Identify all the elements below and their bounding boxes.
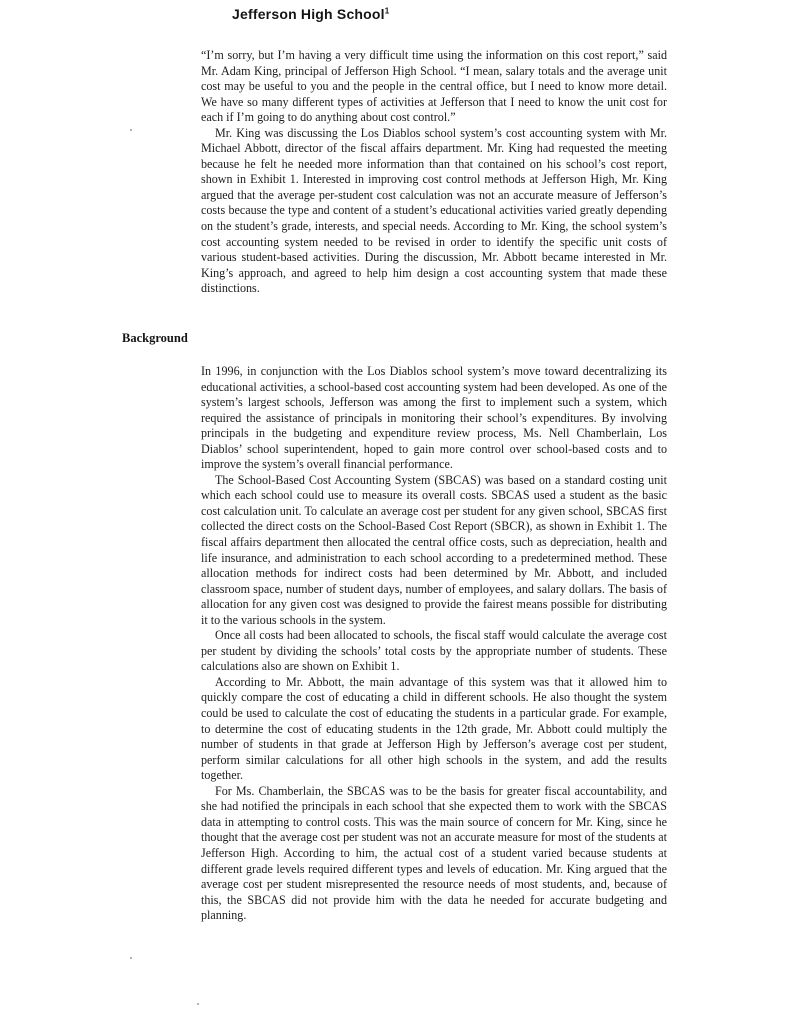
scan-speck	[130, 129, 132, 131]
document-title-text: Jefferson High School	[232, 6, 385, 22]
scan-speck	[197, 1003, 199, 1005]
background-paragraph-4: According to Mr. Abbott, the main advantage of this system was that it allowed him to quickly compare the cost of educating a child in different schools. He also thought the system could be used to calculate the cost of educating the students in a particular grade. For example, to determine the cost of educating students in the 12th grade, Mr. Abbott could multiply the number of students in that grade at Jefferson High by Jefferson’s average cost per student, perform similar calculations for all other high schools in the system, and add the results together.	[201, 674, 667, 783]
document-title	[232, 6, 389, 22]
background-heading: Background	[122, 331, 188, 345]
background-section	[201, 364, 667, 924]
scan-speck	[130, 957, 132, 959]
intro-paragraph-1: “I’m sorry, but I’m having a very difficult time using the information on this cost report,” said Mr. Adam King, principal of Jefferson High School. “I mean, salary totals and the average unit cost may be useful to you and the people in the central office, but I need to know more detail. We have so many different types of activities at Jefferson that I need to know the unit cost for each if I’m going to do anything about cost control.”	[201, 48, 667, 125]
background-paragraph-1: In 1996, in conjunction with the Los Diablos school system’s move toward decentralizing its educational activities, a school-based cost accounting system had been developed. As one of the system’s largest schools, Jefferson was among the first to implement such a system, which required the assistance of principals in monitoring their school’s expenditures. By involving principals in the budgeting and expenditure review process, Ms. Nell Chamberlain, Los Diablos’ school superintendent, hoped to gain more control over school-based costs and to improve the system’s overall financial performance.	[201, 364, 667, 472]
intro-section	[201, 48, 667, 297]
background-paragraph-3: Once all costs had been allocated to schools, the fiscal staff would calculate the average cost per student by dividing the schools’ total costs by the appropriate number of students. These calculations also are shown on Exhibit 1.	[201, 628, 667, 674]
title-footnote-marker: 1	[384, 6, 390, 16]
intro-paragraph-2: Mr. King was discussing the Los Diablos school system’s cost accounting system with Mr. Michael Abbott, director of the fiscal affairs department. Mr. King had requested the meeting because he felt he needed more information than that contained on his school’s cost report, shown in Exhibit 1. Interested in improving cost control methods at Jefferson High, Mr. King argued that the average per-student cost calculation was not an accurate measure of Jefferson’s costs because the type and content of a student’s educational activities varied greatly depending on the student’s grade, interests, and special needs. According to Mr. King, the school system’s cost accounting system needed to be revised in order to identify the specific unit costs of various student-based activities. During the discussion, Mr. Abbott became interested in Mr. King’s approach, and agreed to help him design a cost accounting system that made these distinctions.	[201, 125, 667, 296]
background-paragraph-5: For Ms. Chamberlain, the SBCAS was to be the basis for greater fiscal accountability, and she had notified the principals in each school that she expected them to work with the SBCAS data in attempting to control costs. This was the main source of concern for Mr. King, since he thought that the average cost per student was not an accurate measure for most of the students at Jefferson High. According to him, the actual cost of a student varied because students at different grade levels required different types and levels of education. Mr. King argued that the average cost per student misrepresented the resource needs of most students, and, because of this, the SBCAS did not provide him with the data he needed for accurate budgeting and planning.	[201, 783, 667, 923]
background-paragraph-2: The School-Based Cost Accounting System (SBCAS) was based on a standard costing unit which each school could use to measure its overall costs. SBCAS used a student as the basic cost calculation unit. To calculate an average cost per student for any given school, SBCAS first collected the direct costs on the School-Based Cost Report (SBCR), as shown in Exhibit 1. The fiscal affairs department then allocated the central office costs, such as depreciation, health and life insurance, and administration to each school according to a predetermined method. These allocation methods for indirect costs had been determined by Mr. Abbott, and included classroom space, number of student days, number of employees, and salary dollars. The basis of allocation for any given cost was designed to provide the fairest means possible for distributing it to the various schools in the system.	[201, 472, 667, 627]
